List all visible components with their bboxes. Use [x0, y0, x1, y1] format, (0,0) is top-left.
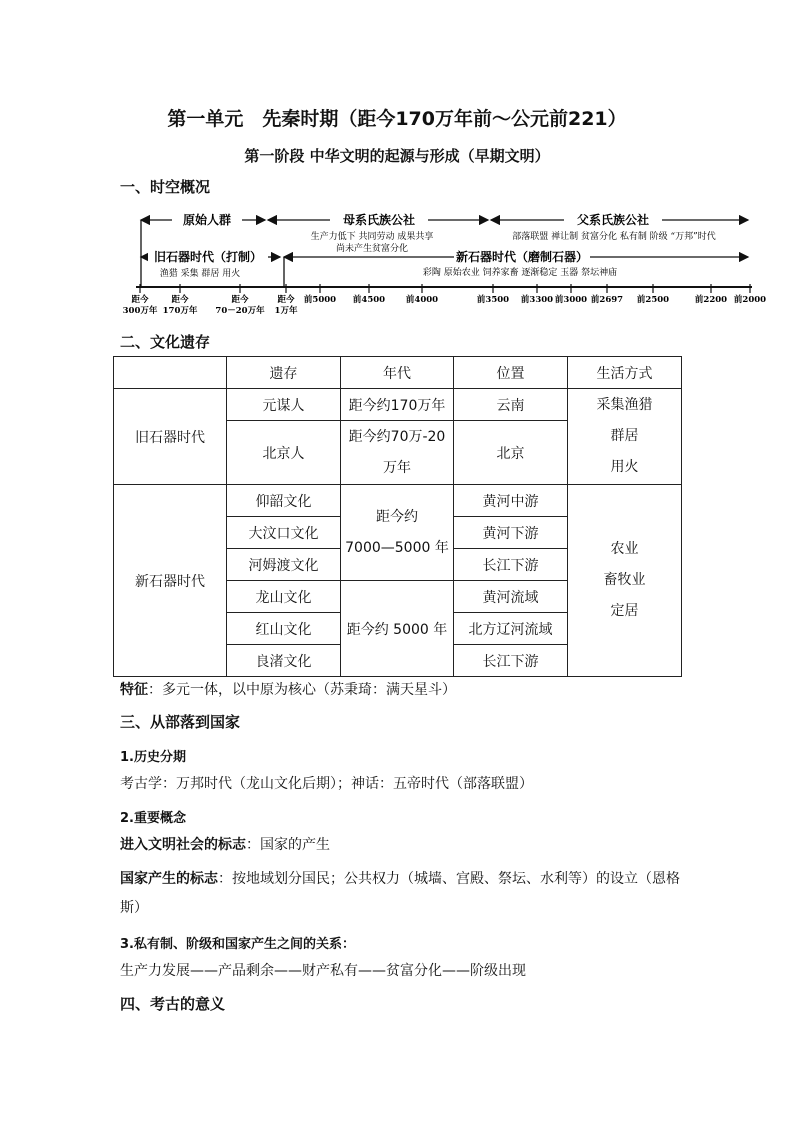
- timeline-tick-label: 前5000: [303, 295, 337, 305]
- periodization-text: 考古学：万邦时代（龙山文化后期）；神话：五帝时代（部落联盟）: [120, 776, 533, 792]
- neolithic-note: 彩陶 原始农业 饲养家畜 逐渐稳定 玉器 祭坛神庙: [422, 268, 618, 278]
- era-cell: 新石器时代: [114, 485, 227, 677]
- timeline-diagram: [120, 205, 780, 323]
- subheading-relationship: 3.私有制、阶级和国家产生之间的关系：: [120, 937, 355, 952]
- feature-line: [120, 676, 690, 705]
- timeline-tick-label: 1万年: [274, 306, 298, 316]
- date-cell: [341, 421, 454, 485]
- site-cell: 大汶口文化: [227, 517, 341, 549]
- site-cell: 河姆渡文化: [227, 549, 341, 581]
- site-cell: 红山文化: [227, 613, 341, 645]
- timeline-tick-label: 前2000: [733, 295, 767, 305]
- paleolithic-label: 旧石器时代（打制）: [153, 250, 263, 264]
- timeline-tick-label: 距今: [231, 295, 249, 305]
- site-cell: 元谋人: [227, 389, 341, 421]
- date-cell: 距今约170万年: [341, 389, 454, 421]
- place-cell: 长江下游: [454, 549, 568, 581]
- patriarchal-note: 部落联盟 禅让制 贫富分化 私有制 阶级 “万邦”时代: [512, 232, 716, 242]
- table-row: [114, 485, 682, 517]
- timeline-tick-label: 前2200: [694, 295, 728, 305]
- page-title: 第一单元 先秦时期（距今170万年前～公元前221）: [167, 108, 627, 130]
- timeline-tick-label: 距今: [171, 295, 189, 305]
- era-cell: 旧石器时代: [114, 389, 227, 485]
- site-cell: 仰韶文化: [227, 485, 341, 517]
- lifestyle-item: 农业: [610, 541, 639, 557]
- feature-text: ：多元一体，以中原为核心（苏秉琦：满天星斗）: [148, 682, 456, 698]
- table-header-row: [114, 357, 682, 389]
- subheading-periodization: 1.历史分期: [120, 750, 186, 765]
- concept-label: 进入文明社会的标志: [120, 837, 246, 853]
- date-line: 万年: [383, 459, 411, 476]
- timeline-tick-label: 距今: [131, 295, 149, 305]
- timeline-tick-label: 前4000: [405, 295, 439, 305]
- date-cell: [341, 485, 454, 581]
- timeline-tick-label: 70－20万年: [215, 306, 265, 316]
- place-cell: 长江下游: [454, 645, 568, 677]
- lifestyle-cell: [568, 389, 682, 485]
- page-subtitle: 第一阶段 中华文明的起源与形成（早期文明）: [244, 147, 550, 165]
- date-cell: 距今约 5000 年: [341, 581, 454, 677]
- lifestyle-cell: [568, 485, 682, 677]
- place-cell: 北方辽河流域: [454, 613, 568, 645]
- section1-heading: 一、时空概况: [120, 178, 211, 196]
- timeline-tick-label: 170万年: [162, 306, 198, 316]
- site-cell: 龙山文化: [227, 581, 341, 613]
- timeline-tick-label: 前2697: [590, 295, 624, 305]
- concept-label: 国家产生的标志: [120, 871, 218, 887]
- lifestyle-item: 采集渔猎: [596, 397, 653, 413]
- site-cell: 北京人: [227, 421, 341, 485]
- timeline-tick-label: 距今: [277, 295, 295, 305]
- timeline-tick-label: 前4500: [352, 295, 386, 305]
- patriarchal-label: 父系氏族公社: [576, 213, 650, 227]
- matriarchal-note-1: 生产力低下 共同劳动 成果共享: [310, 232, 434, 242]
- concept-text: ：按地域划分国民；公共权力（城墙、宫殿、祭坛、水利等）的设立（恩格斯）: [120, 871, 680, 916]
- lifestyle-item: 群居: [610, 428, 639, 444]
- timeline-tick-label: 前3000: [554, 295, 588, 305]
- development-chain: 生产力发展——产品剩余——财产私有——贫富分化——阶级出现: [120, 963, 526, 979]
- matriarchal-note-2: 尚未产生贫富分化: [335, 244, 409, 254]
- header-cell: 位置: [454, 357, 568, 389]
- section4-heading: 四、考古的意义: [120, 995, 226, 1013]
- timeline-tick-label: 300万年: [122, 306, 158, 316]
- matriarchal-label: 母系氏族公社: [342, 213, 416, 227]
- place-cell: 云南: [454, 389, 568, 421]
- place-cell: 黄河中游: [454, 485, 568, 517]
- subheading-concepts: 2.重要概念: [120, 811, 186, 826]
- neolithic-label: 新石器时代（磨制石器）: [455, 250, 589, 264]
- section2-heading: 二、文化遗存: [120, 333, 211, 351]
- header-cell: 生活方式: [568, 357, 682, 389]
- timeline-tick-label: 前3500: [476, 295, 510, 305]
- header-cell: [114, 357, 227, 389]
- lifestyle-item: 畜牧业: [603, 572, 646, 588]
- section3-heading: 三、从部落到国家: [120, 713, 241, 731]
- site-cell: 良渚文化: [227, 645, 341, 677]
- concept-text: ：国家的产生: [246, 837, 330, 853]
- paleolithic-note: 渔猎 采集 群居 用火: [159, 269, 241, 279]
- concept-state: [120, 865, 690, 923]
- date-line: 7000—5000 年: [345, 539, 449, 556]
- feature-label: 特征: [120, 682, 148, 698]
- lifestyle-item: 定居: [610, 603, 639, 619]
- place-cell: 黄河流域: [454, 581, 568, 613]
- date-line: 距今约70万-20: [348, 428, 446, 445]
- header-cell: 遗存: [227, 357, 341, 389]
- lifestyle-item: 用火: [610, 459, 639, 475]
- header-cell: 年代: [341, 357, 454, 389]
- primitive-group-label: 原始人群: [182, 213, 232, 227]
- timeline-tick-label: 前2500: [636, 295, 670, 305]
- date-line: 距今约: [376, 508, 418, 525]
- place-cell: 黄河下游: [454, 517, 568, 549]
- place-cell: 北京: [454, 421, 568, 485]
- table-row: [114, 389, 682, 421]
- cultural-heritage-table: [113, 356, 682, 677]
- concept-civilization: [120, 831, 690, 860]
- timeline-tick-label: 前3300: [520, 295, 554, 305]
- timeline-ticks: [123, 284, 767, 316]
